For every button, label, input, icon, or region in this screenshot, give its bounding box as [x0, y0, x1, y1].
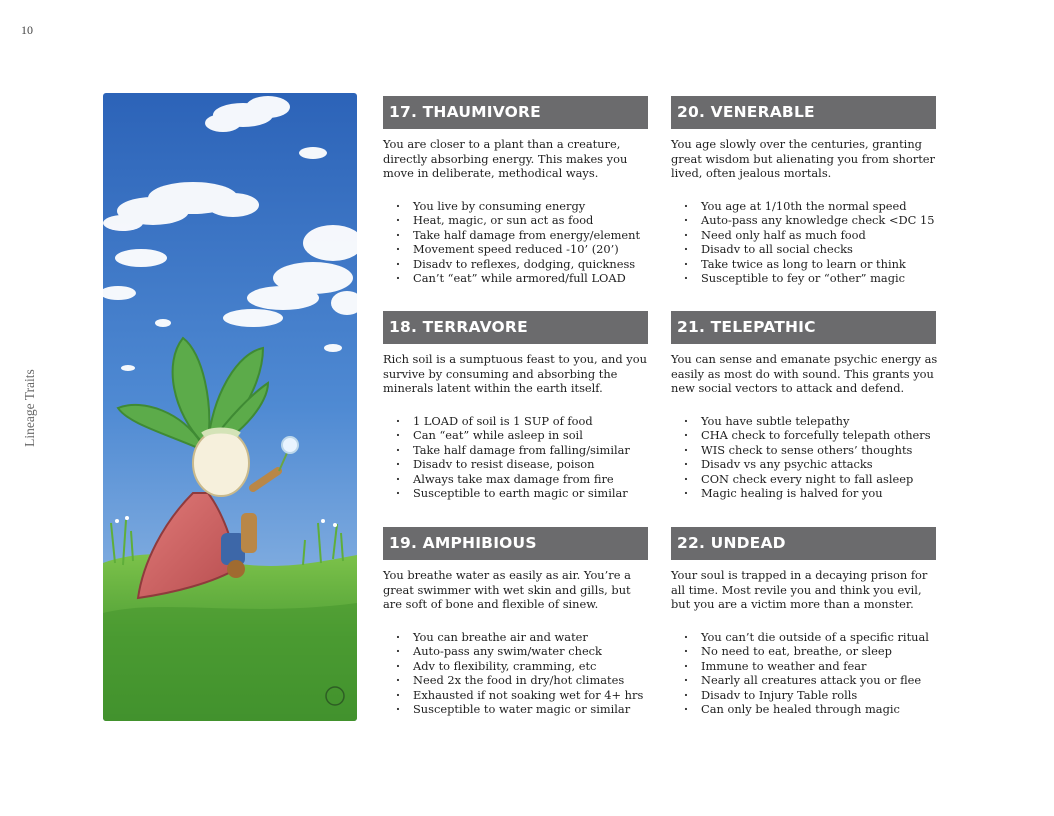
- list-item: · Take half damage from falling/similar: [383, 443, 648, 458]
- list-item: · Heat, magic, or sun act as food: [383, 213, 648, 228]
- list-item: · You can breathe air and water: [383, 630, 648, 645]
- list-item: · Disadv to Injury Table rolls: [671, 688, 936, 703]
- list-item: · Auto-pass any knowledge check <DC 15: [671, 213, 936, 228]
- trait-list: [671, 199, 936, 286]
- list-item: · Need only half as much food: [671, 228, 936, 243]
- list-item: · Always take max damage from fire: [383, 472, 648, 487]
- trait-card-venerable: [671, 96, 936, 286]
- trait-description: You breathe water as easily as air. You’re a great swimmer with wet skin and gills, but are soft of bone and flexible of sinew.: [383, 568, 631, 612]
- trait-list: [383, 199, 648, 286]
- trait-card-terravore: [383, 311, 648, 501]
- trait-card-undead: [671, 527, 936, 717]
- trait-description: Your soul is trapped in a decaying prison for all time. Most revile you and think you evil, but you are a victim more than a monster.: [671, 568, 928, 612]
- list-item: · You can’t die outside of a specific ritual: [671, 630, 936, 645]
- list-item: · Disadv to resist disease, poison: [383, 457, 648, 472]
- trait-list: [671, 630, 936, 717]
- list-item: · Susceptible to water magic or similar: [383, 702, 648, 717]
- list-item: · Take half damage from energy/element: [383, 228, 648, 243]
- list-item: · You age at 1/10th the normal speed: [671, 199, 936, 214]
- list-item: · Susceptible to earth magic or similar: [383, 486, 648, 501]
- trait-title: 20. VENERABLE: [671, 96, 936, 129]
- list-item: · Can’t “eat” while armored/full LOAD: [383, 271, 648, 286]
- trait-description: Rich soil is a sumptuous feast to you, and you survive by consuming and absorbing the minerals latent within the earth itself.: [383, 352, 647, 396]
- trait-title: 22. UNDEAD: [671, 527, 936, 560]
- list-item: · Adv to flexibility, cramming, etc: [383, 659, 648, 674]
- list-item: · Can only be healed through magic: [671, 702, 936, 717]
- list-item: · CHA check to forcefully telepath others: [671, 428, 936, 443]
- trait-title: 18. TERRAVORE: [383, 311, 648, 344]
- trait-title: 19. AMPHIBIOUS: [383, 527, 648, 560]
- trait-list: [383, 630, 648, 717]
- list-item: · Disadv vs any psychic attacks: [671, 457, 936, 472]
- list-item: · Nearly all creatures attack you or flee: [671, 673, 936, 688]
- section-side-label: Lineage Traits: [22, 369, 37, 447]
- list-item: · WIS check to sense others’ thoughts: [671, 443, 936, 458]
- trait-title: 17. THAUMIVORE: [383, 96, 648, 129]
- trait-list: [671, 414, 936, 501]
- trait-title: 21. TELEPATHIC: [671, 311, 936, 344]
- trait-description: You age slowly over the centuries, granting great wisdom but alienating you from shorter lived, often jealous mortals.: [671, 137, 935, 181]
- trait-card-telepathic: [671, 311, 936, 501]
- list-item: · You live by consuming energy: [383, 199, 648, 214]
- list-item: · No need to eat, breathe, or sleep: [671, 644, 936, 659]
- trait-description: You can sense and emanate psychic energy as easily as most do with sound. This grants you new social vectors to attack and defend.: [671, 352, 938, 396]
- trait-list: [383, 414, 648, 501]
- turnip-illustration: [103, 93, 357, 721]
- trait-description: You are closer to a plant than a creature, directly absorbing energy. This makes you move in deliberate, methodical ways.: [383, 137, 628, 181]
- list-item: · Magic healing is halved for you: [671, 486, 936, 501]
- list-item: · Can “eat” while asleep in soil: [383, 428, 648, 443]
- list-item: · Susceptible to fey or “other” magic: [671, 271, 936, 286]
- trait-card-thaumivore: [383, 96, 648, 286]
- trait-card-amphibious: [383, 527, 648, 717]
- page-number: 10: [21, 23, 33, 37]
- list-item: · Disadv to reflexes, dodging, quickness: [383, 257, 648, 272]
- list-item: · CON check every night to fall asleep: [671, 472, 936, 487]
- list-item: · Auto-pass any swim/water check: [383, 644, 648, 659]
- list-item: · 1 LOAD of soil is 1 SUP of food: [383, 414, 648, 429]
- list-item: · Movement speed reduced -10’ (20’): [383, 242, 648, 257]
- list-item: · Immune to weather and fear: [671, 659, 936, 674]
- list-item: · Take twice as long to learn or think: [671, 257, 936, 272]
- list-item: · Disadv to all social checks: [671, 242, 936, 257]
- list-item: · You have subtle telepathy: [671, 414, 936, 429]
- list-item: · Exhausted if not soaking wet for 4+ hrs: [383, 688, 648, 703]
- list-item: · Need 2x the food in dry/hot climates: [383, 673, 648, 688]
